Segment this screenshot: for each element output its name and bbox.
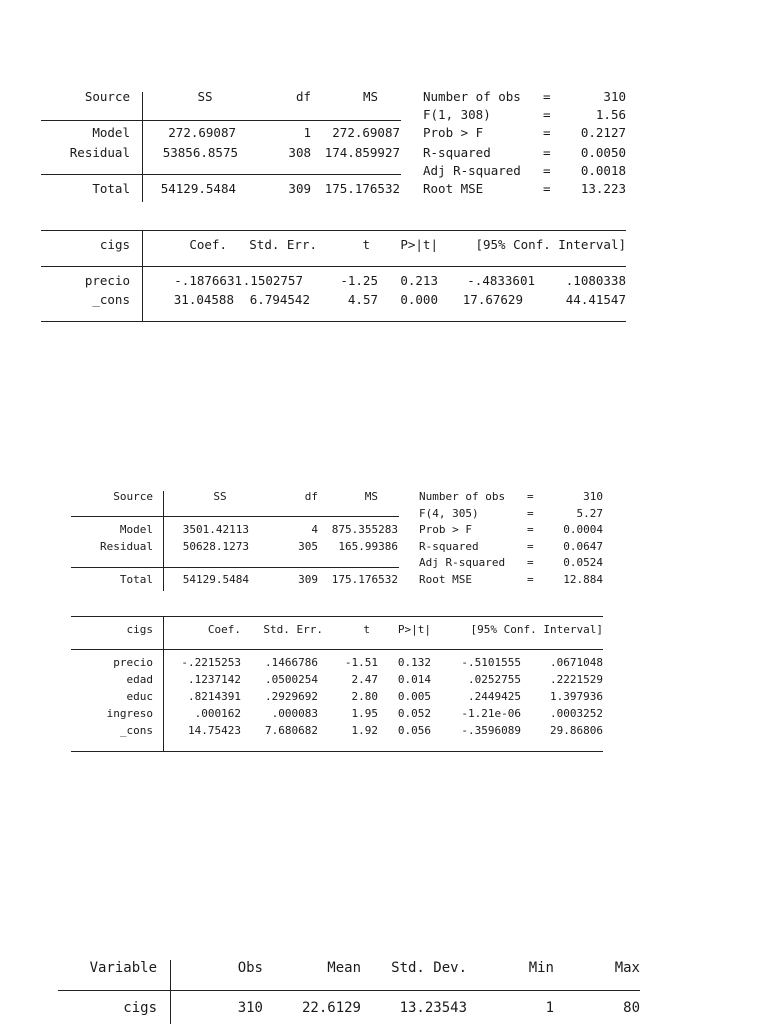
coef-row-hi: .0003252 bbox=[550, 707, 603, 720]
stat-value: 0.0004 bbox=[563, 523, 603, 536]
coef-row-p: 0.132 bbox=[397, 656, 431, 669]
coef-row-se: .000083 bbox=[271, 707, 318, 720]
coef-row-var: precio bbox=[113, 656, 153, 669]
coef-row-lo: .0252755 bbox=[468, 673, 521, 686]
anova-total-ms: 175.176532 bbox=[324, 181, 400, 196]
stat-label: Root MSE bbox=[423, 181, 484, 196]
coef-row-p: 0.052 bbox=[397, 707, 431, 720]
coef-header-ci: [95% Conf. Interval] bbox=[470, 623, 603, 636]
anova-header-source: Source bbox=[113, 490, 153, 503]
anova-total-source: Total bbox=[119, 573, 153, 586]
summary-divider bbox=[170, 960, 171, 1024]
stat-value: 12.884 bbox=[563, 573, 603, 586]
anova-total-source: Total bbox=[92, 181, 130, 196]
coef-row-coef: 31.04588 bbox=[173, 292, 234, 307]
coef-row-lo: -1.21e-06 bbox=[461, 707, 521, 720]
anova-row-source: Residual bbox=[100, 540, 153, 553]
summary-row-obs: 310 bbox=[237, 1000, 263, 1016]
anova-header-source: Source bbox=[84, 89, 130, 104]
coef-row-t: 2.47 bbox=[351, 673, 378, 686]
summary-row-min: 1 bbox=[545, 1000, 554, 1016]
coef-row-var: edad bbox=[126, 673, 153, 686]
coef-row-t: 2.80 bbox=[351, 690, 378, 703]
anova-row-df: 1 bbox=[303, 125, 311, 140]
coef-row-se: .1466786 bbox=[265, 656, 318, 669]
anova-row-df: 308 bbox=[288, 145, 311, 160]
stat-label: F(4, 305) bbox=[419, 507, 479, 520]
coef-row-coef: .000162 bbox=[194, 707, 241, 720]
coef-header-se: Std. Err. bbox=[263, 623, 323, 636]
stat-label: Number of obs bbox=[419, 490, 506, 503]
stat-eq: = bbox=[527, 573, 534, 586]
coef-row-se: .0500254 bbox=[265, 673, 318, 686]
coef-row-t: 1.95 bbox=[351, 707, 378, 720]
stat-label: R-squared bbox=[423, 145, 491, 160]
anova-row-ms: 174.859927 bbox=[324, 145, 400, 160]
coef-row-hi: 29.86806 bbox=[550, 724, 603, 737]
anova-header-df: df bbox=[295, 89, 311, 104]
stat-eq: = bbox=[527, 540, 534, 553]
coef-header-var: cigs bbox=[99, 237, 130, 252]
anova-row-source: Model bbox=[92, 125, 130, 140]
anova-row-ms: 272.69087 bbox=[332, 125, 400, 140]
coef-row-coef: .8214391 bbox=[188, 690, 241, 703]
summary-header-min: Min bbox=[528, 960, 554, 976]
coef-row-t: -1.51 bbox=[344, 656, 378, 669]
stat-label: Number of obs bbox=[423, 89, 521, 104]
anova-total-ss: 54129.5484 bbox=[182, 573, 249, 586]
anova-row-ss: 53856.8575 bbox=[162, 145, 238, 160]
coef-row-p: 0.056 bbox=[397, 724, 431, 737]
coef-row-t: 4.57 bbox=[347, 292, 378, 307]
coef-header-p: P>|t| bbox=[400, 237, 438, 252]
coef-header-p: P>|t| bbox=[397, 623, 431, 636]
coef-row-se: .1502757 bbox=[242, 273, 303, 288]
stat-value: 0.0018 bbox=[580, 163, 626, 178]
anova-header-df: df bbox=[304, 490, 318, 503]
summary-row-sd: 13.23543 bbox=[399, 1000, 467, 1016]
anova-total-df: 309 bbox=[298, 573, 318, 586]
coef-header-ci: [95% Conf. Interval] bbox=[475, 237, 626, 252]
summary-header-max: Max bbox=[614, 960, 640, 976]
coef-header-coef: Coef. bbox=[207, 623, 241, 636]
anova-total-ms: 175.176532 bbox=[331, 573, 398, 586]
stat-label: Prob > F bbox=[419, 523, 472, 536]
stat-eq: = bbox=[527, 507, 534, 520]
coef-row-hi: .2221529 bbox=[550, 673, 603, 686]
coef-row-hi: 44.41547 bbox=[565, 292, 626, 307]
stat-eq: = bbox=[543, 89, 551, 104]
coef-row-coef: .1237142 bbox=[188, 673, 241, 686]
coef-header-t: t bbox=[363, 623, 370, 636]
anova-header-ms: MS bbox=[364, 490, 378, 503]
coef-row-lo: .2449425 bbox=[468, 690, 521, 703]
stat-eq: = bbox=[527, 523, 534, 536]
coef-row-lo: 17.67629 bbox=[462, 292, 523, 307]
coef-row-hi: .0671048 bbox=[550, 656, 603, 669]
anova-row-ss: 3501.42113 bbox=[182, 523, 249, 536]
coef-row-var: ingreso bbox=[106, 707, 153, 720]
coef-row-hi: 1.397936 bbox=[550, 690, 603, 703]
coef-row-p: 0.005 bbox=[397, 690, 431, 703]
anova-header-ms: MS bbox=[362, 89, 378, 104]
coef-header-se: Std. Err. bbox=[249, 237, 317, 252]
coef-row-p: 0.000 bbox=[400, 292, 438, 307]
anova-header-ss: SS bbox=[213, 490, 227, 503]
stat-eq: = bbox=[527, 490, 534, 503]
stat-eq: = bbox=[543, 163, 551, 178]
stat-label: F(1, 308) bbox=[423, 107, 491, 122]
stat-eq: = bbox=[543, 107, 551, 122]
summary-rule bbox=[58, 990, 640, 991]
coef-row-var: precio bbox=[84, 273, 130, 288]
stat-label: Prob > F bbox=[423, 125, 484, 140]
summary-header-obs: Obs bbox=[237, 960, 263, 976]
coef-row-t: -1.25 bbox=[340, 273, 378, 288]
stat-eq: = bbox=[543, 125, 551, 140]
stat-value: 13.223 bbox=[580, 181, 626, 196]
coef-row-t: 1.92 bbox=[351, 724, 378, 737]
summary-header-sd: Std. Dev. bbox=[391, 960, 467, 976]
stat-value: 0.0050 bbox=[580, 145, 626, 160]
coef-row-lo: -.3596089 bbox=[461, 724, 521, 737]
coef-row-p: 0.014 bbox=[397, 673, 431, 686]
stat-value: 0.0647 bbox=[563, 540, 603, 553]
anova-row-ss: 50628.1273 bbox=[182, 540, 249, 553]
coef-row-var: _cons bbox=[119, 724, 153, 737]
stat-label: Adj R-squared bbox=[419, 556, 506, 569]
coef-header-t: t bbox=[362, 237, 370, 252]
summary-row-max: 80 bbox=[623, 1000, 640, 1016]
coef-row-var: educ bbox=[126, 690, 153, 703]
anova-total-ss: 54129.5484 bbox=[160, 181, 236, 196]
stat-eq: = bbox=[543, 145, 551, 160]
coef-row-se: .2929692 bbox=[265, 690, 318, 703]
anova-row-source: Model bbox=[119, 523, 153, 536]
coef-header-coef: Coef. bbox=[189, 237, 227, 252]
summary-row-mean: 22.6129 bbox=[301, 1000, 361, 1016]
coef-row-var: _cons bbox=[92, 292, 130, 307]
anova-row-df: 305 bbox=[298, 540, 318, 553]
stat-label: Root MSE bbox=[419, 573, 472, 586]
coef-row-coef: -.1876631 bbox=[174, 273, 242, 288]
stat-label: Adj R-squared bbox=[423, 163, 521, 178]
stat-eq: = bbox=[527, 556, 534, 569]
coef-row-coef: 14.75423 bbox=[188, 724, 241, 737]
coef-row-p: 0.213 bbox=[400, 273, 438, 288]
anova-row-df: 4 bbox=[311, 523, 318, 536]
coef-header-var: cigs bbox=[126, 623, 153, 636]
summary-header-var: Variable bbox=[89, 960, 157, 976]
coef-row-se: 7.680682 bbox=[265, 724, 318, 737]
coef-row-lo: -.5101555 bbox=[461, 656, 521, 669]
summary-header-mean: Mean bbox=[327, 960, 361, 976]
anova-row-ms: 165.99386 bbox=[338, 540, 398, 553]
anova-row-ss: 272.69087 bbox=[168, 125, 236, 140]
summary-row-var: cigs bbox=[123, 1000, 157, 1016]
coef-row-se: 6.794542 bbox=[249, 292, 310, 307]
anova-total-df: 309 bbox=[288, 181, 311, 196]
stat-value: 0.2127 bbox=[580, 125, 626, 140]
stat-value: 310 bbox=[603, 89, 626, 104]
anova-row-source: Residual bbox=[69, 145, 130, 160]
anova-row-ms: 875.355283 bbox=[331, 523, 398, 536]
coef-row-hi: .1080338 bbox=[565, 273, 626, 288]
coef-row-coef: -.2215253 bbox=[181, 656, 241, 669]
stat-value: 310 bbox=[583, 490, 603, 503]
anova-header-ss: SS bbox=[197, 89, 213, 104]
stat-value: 1.56 bbox=[595, 107, 626, 122]
stat-label: R-squared bbox=[419, 540, 479, 553]
coef-row-lo: -.4833601 bbox=[467, 273, 535, 288]
stat-value: 0.0524 bbox=[563, 556, 603, 569]
stat-value: 5.27 bbox=[576, 507, 603, 520]
stat-eq: = bbox=[543, 181, 551, 196]
